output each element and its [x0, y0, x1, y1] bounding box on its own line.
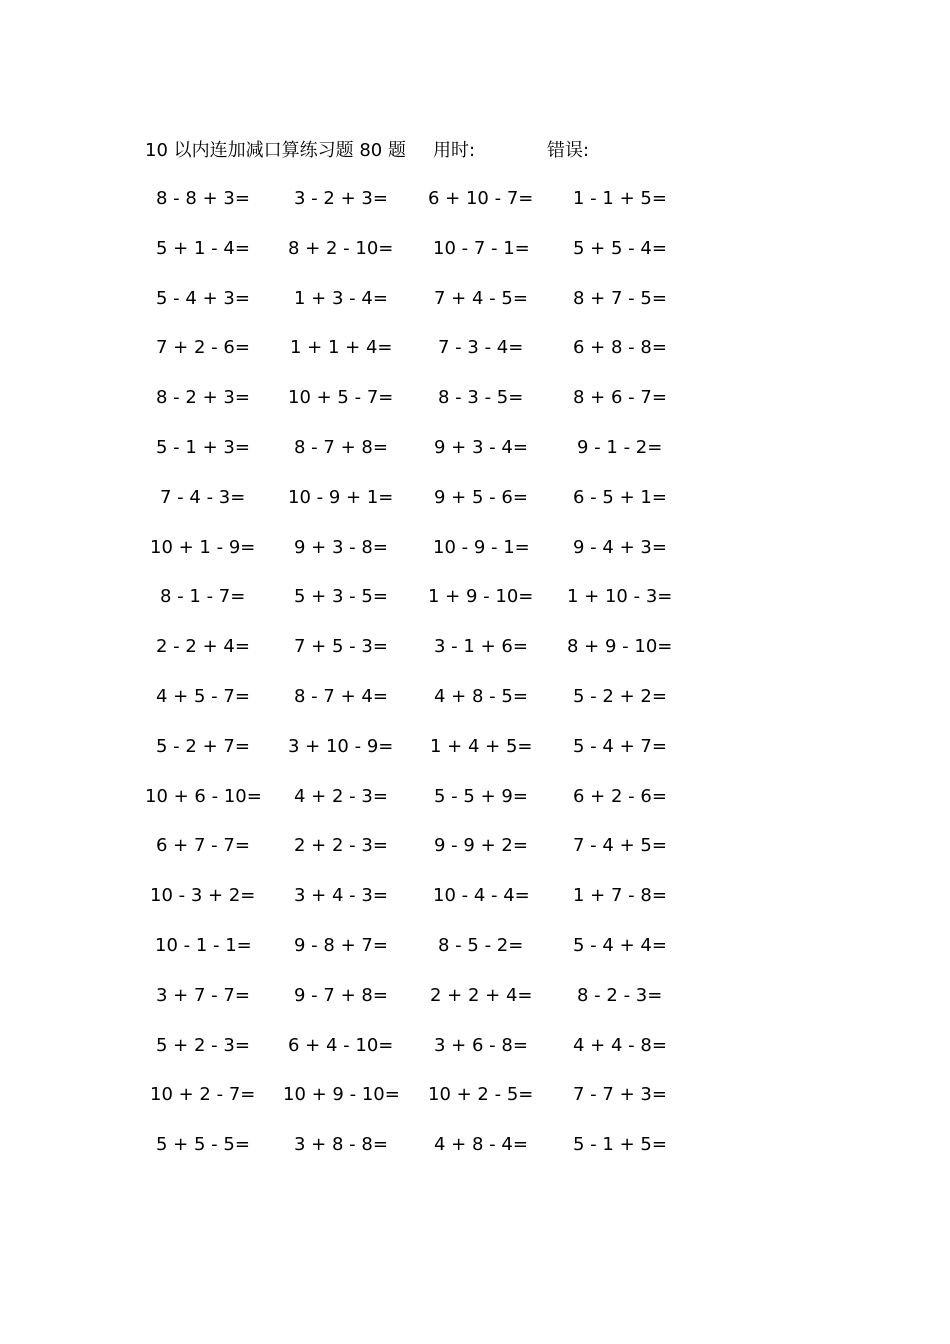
- problem-item: 3 - 1 + 6=: [434, 636, 528, 658]
- problem-item: 6 - 5 + 1=: [573, 486, 667, 508]
- problem-item: 8 - 2 + 3=: [156, 387, 250, 409]
- problem-item: 8 - 7 + 4=: [294, 685, 388, 707]
- problem-row: [0, 1132, 950, 1182]
- problem-item: 10 - 1 - 1=: [155, 934, 252, 956]
- problem-item: 1 + 1 + 4=: [290, 337, 393, 359]
- problem-item: 1 + 9 - 10=: [428, 586, 534, 608]
- problem-grid: [0, 186, 950, 1182]
- problem-item: 7 - 4 + 5=: [573, 835, 667, 857]
- problem-row: [0, 784, 950, 834]
- problem-item: 7 - 7 + 3=: [573, 1084, 667, 1106]
- problem-item: 5 - 2 + 2=: [573, 685, 667, 707]
- problem-item: 3 + 8 - 8=: [294, 1134, 388, 1156]
- problem-item: 10 + 2 - 7=: [150, 1084, 256, 1106]
- problem-row: [0, 485, 950, 535]
- problem-row: [0, 286, 950, 336]
- problem-item: 6 + 2 - 6=: [573, 785, 667, 807]
- problem-item: 6 + 8 - 8=: [573, 337, 667, 359]
- problem-item: 5 - 4 + 4=: [573, 934, 667, 956]
- problem-row: [0, 833, 950, 883]
- problem-item: 9 - 9 + 2=: [434, 835, 528, 857]
- problem-item: 6 + 7 - 7=: [156, 835, 250, 857]
- problem-item: 4 + 8 - 5=: [434, 685, 528, 707]
- problem-item: 5 + 3 - 5=: [294, 586, 388, 608]
- worksheet-header: [0, 138, 950, 164]
- problem-item: 5 - 5 + 9=: [434, 785, 528, 807]
- problem-item: 8 - 7 + 8=: [294, 436, 388, 458]
- problem-item: 8 - 8 + 3=: [156, 188, 250, 209]
- problem-item: 10 - 9 - 1=: [433, 536, 530, 558]
- problem-item: 10 + 1 - 9=: [150, 536, 256, 558]
- problem-row: [0, 186, 950, 236]
- problem-item: 3 + 6 - 8=: [434, 1034, 528, 1056]
- problem-item: 8 + 6 - 7=: [573, 387, 667, 409]
- problem-item: 5 + 2 - 3=: [156, 1034, 250, 1056]
- problem-item: 9 - 4 + 3=: [573, 536, 667, 558]
- problem-item: 8 - 5 - 2=: [438, 934, 524, 956]
- problem-item: 3 - 2 + 3=: [294, 188, 388, 209]
- problem-item: 8 - 2 - 3=: [577, 984, 663, 1006]
- problem-row: [0, 435, 950, 485]
- problem-item: 6 + 4 - 10=: [288, 1034, 394, 1056]
- problem-item: 4 + 8 - 4=: [434, 1134, 528, 1156]
- problem-item: 1 + 7 - 8=: [573, 885, 667, 907]
- problem-row: [0, 535, 950, 585]
- worksheet-title: 10 以内连加减口算练习题 80 题: [145, 140, 406, 161]
- problem-item: 1 + 3 - 4=: [294, 287, 388, 309]
- time-label: 用时:: [433, 140, 476, 161]
- problem-item: 4 + 2 - 3=: [294, 785, 388, 807]
- problem-item: 9 + 3 - 8=: [294, 536, 388, 558]
- problem-row: [0, 385, 950, 435]
- problem-item: 7 - 3 - 4=: [438, 337, 524, 359]
- problem-item: 5 - 4 + 3=: [156, 287, 250, 309]
- problem-item: 7 + 5 - 3=: [294, 636, 388, 658]
- problem-item: 1 + 10 - 3=: [567, 586, 673, 608]
- problem-item: 9 + 5 - 6=: [434, 486, 528, 508]
- problem-row: [0, 584, 950, 634]
- problem-item: 5 - 4 + 7=: [573, 735, 667, 757]
- problem-item: 5 + 5 - 5=: [156, 1134, 250, 1156]
- problem-item: 8 + 7 - 5=: [573, 287, 667, 309]
- problem-item: 7 + 2 - 6=: [156, 337, 250, 359]
- problem-item: 5 - 2 + 7=: [156, 735, 250, 757]
- problem-row: [0, 1033, 950, 1083]
- problem-item: 10 + 5 - 7=: [288, 387, 394, 409]
- problem-item: 8 + 2 - 10=: [288, 237, 394, 259]
- problem-item: 3 + 7 - 7=: [156, 984, 250, 1006]
- problem-item: 8 + 9 - 10=: [567, 636, 673, 658]
- problem-row: [0, 634, 950, 684]
- problem-item: 2 - 2 + 4=: [156, 636, 250, 658]
- errors-label: 错误:: [547, 140, 590, 161]
- problem-item: 2 + 2 - 3=: [294, 835, 388, 857]
- problem-row: [0, 883, 950, 933]
- problem-row: [0, 734, 950, 784]
- problem-item: 7 + 4 - 5=: [434, 287, 528, 309]
- problem-item: 5 - 1 + 3=: [156, 436, 250, 458]
- problem-item: 2 + 2 + 4=: [430, 984, 533, 1006]
- problem-item: 9 - 1 - 2=: [577, 436, 663, 458]
- problem-item: 8 - 1 - 7=: [160, 586, 246, 608]
- problem-item: 9 - 7 + 8=: [294, 984, 388, 1006]
- problem-item: 1 - 1 + 5=: [573, 188, 667, 209]
- problem-item: 9 - 8 + 7=: [294, 934, 388, 956]
- problem-item: 10 - 4 - 4=: [433, 885, 530, 907]
- problem-item: 5 + 5 - 4=: [573, 237, 667, 259]
- problem-item: 3 + 4 - 3=: [294, 885, 388, 907]
- problem-item: 10 + 2 - 5=: [428, 1084, 534, 1106]
- problem-row: [0, 684, 950, 734]
- problem-item: 10 - 9 + 1=: [288, 486, 394, 508]
- problem-item: 1 + 4 + 5=: [430, 735, 533, 757]
- problem-item: 5 - 1 + 5=: [573, 1134, 667, 1156]
- problem-row: [0, 983, 950, 1033]
- problem-row: [0, 236, 950, 286]
- problem-item: 7 - 4 - 3=: [160, 486, 246, 508]
- problem-row: [0, 933, 950, 983]
- problem-item: 10 + 9 - 10=: [283, 1084, 400, 1106]
- problem-item: 8 - 3 - 5=: [438, 387, 524, 409]
- problem-item: 9 + 3 - 4=: [434, 436, 528, 458]
- problem-row: [0, 1082, 950, 1132]
- problem-item: 5 + 1 - 4=: [156, 237, 250, 259]
- problem-item: 6 + 10 - 7=: [428, 188, 534, 209]
- problem-item: 10 - 3 + 2=: [150, 885, 256, 907]
- problem-item: 4 + 4 - 8=: [573, 1034, 667, 1056]
- problem-item: 10 + 6 - 10=: [145, 785, 262, 807]
- problem-item: 4 + 5 - 7=: [156, 685, 250, 707]
- problem-item: 3 + 10 - 9=: [288, 735, 394, 757]
- problem-row: [0, 335, 950, 385]
- problem-item: 10 - 7 - 1=: [433, 237, 530, 259]
